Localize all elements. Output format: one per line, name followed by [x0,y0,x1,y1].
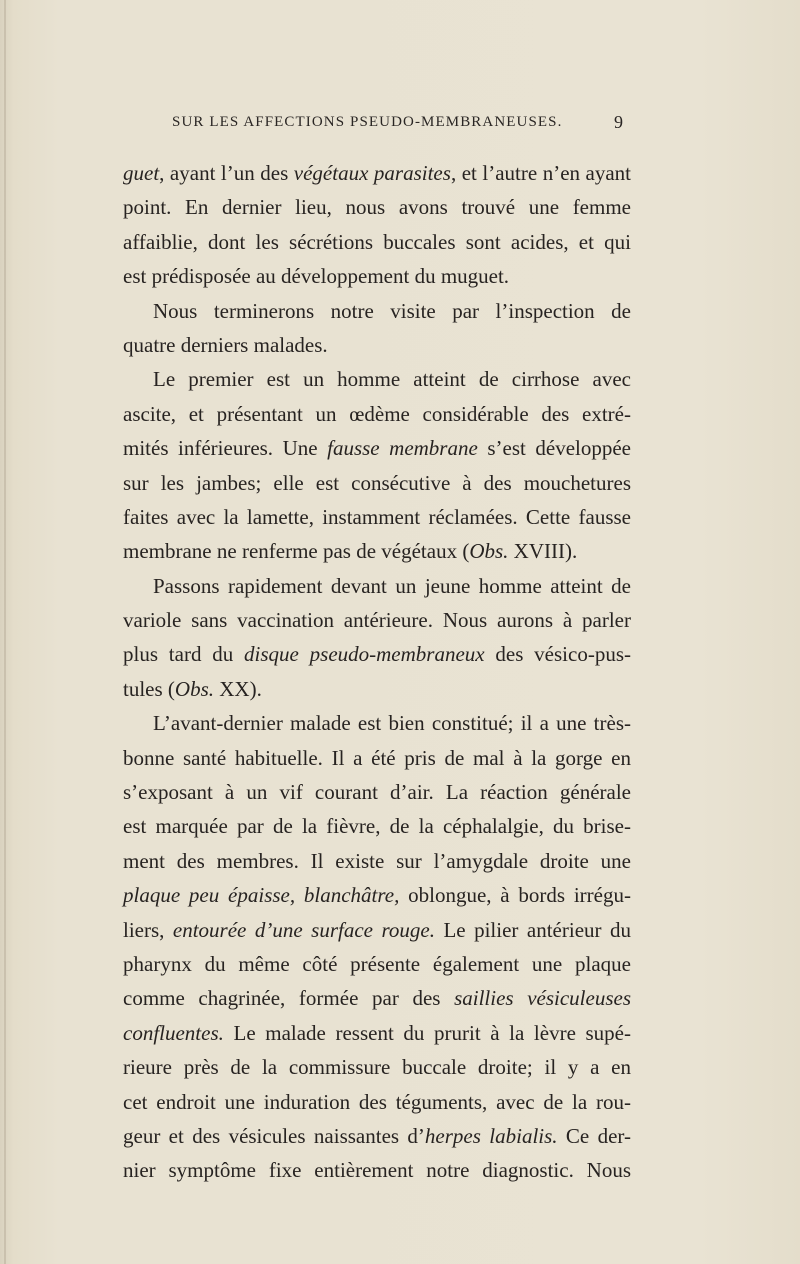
text-span: s’exposant à un vif courant d’air. La réaction générale [123,780,631,805]
text-span: Le pilier antérieur du [434,917,631,942]
text-span: , ayant l’un des [159,161,294,185]
text-line [123,775,631,809]
italic-text: herpes labialis. [424,1123,558,1148]
text-line [123,947,631,981]
text-span: plus tard du [123,642,245,667]
text-line [123,809,631,843]
text-span: bonne santé habituelle. Il a été pris de mal à la gorge en [123,745,631,770]
text-line [123,362,631,396]
italic-text: plaque peu épaisse, blanchâtre, [123,883,400,908]
italic-text: guet [123,161,160,185]
text-line [123,637,631,671]
text-line [123,741,631,775]
text-line [123,294,631,328]
text-line [123,1153,631,1187]
text-span: oblongue, à bords irrégu- [399,883,631,908]
text-span: variole sans vaccination antérieure. Nous aurons à parler [123,608,631,633]
text-span: quatre derniers malades. [123,332,328,357]
text-span: faites avec la lamette, instamment réclamées. Cette fausse [123,504,631,529]
text-line [123,156,631,190]
text-line [123,878,631,912]
text-span: tules ( [123,676,175,701]
italic-text: fausse membrane [327,436,478,461]
text-line [123,534,631,568]
text-span: est marquée par de la fièvre, de la céphalalgie, du brise- [123,814,631,839]
body-text [123,156,631,1188]
text-span: membrane ne renferme pas de végétaux ( [123,539,470,564]
text-span: point. En dernier lieu, nous avons trouvé une femme [123,195,631,220]
text-span: des vésico-pus- [484,642,631,667]
text-span: cet endroit une induration des téguments, avec de la rou- [123,1089,631,1114]
italic-text: Obs. [174,676,214,701]
text-span: mités inférieures. Une [123,436,328,461]
text-line [123,672,631,706]
text-span: Nous terminerons notre visite par l’inspection de [153,298,631,323]
text-span: sur les jambes; elle est consécutive à des mouchetures [123,470,631,495]
text-line [123,431,631,465]
text-line [123,259,631,293]
text-line [123,1085,631,1119]
text-span: affaiblie, dont les sécrétions buccales sont acides, et qui [123,229,631,254]
text-span: ascite, et présentant un œdème considérable des extré- [123,401,631,426]
text-line [123,466,631,500]
italic-text: entourée d’une surface rouge. [172,917,435,942]
text-span: Passons rapidement devant un jeune homme atteint de [153,573,631,598]
running-title: SUR LES AFFECTIONS PSEUDO-MEMBRANEUSES. [172,114,563,130]
text-span: Le malade ressent du prurit à la lèvre supé- [223,1020,631,1045]
italic-text: disque pseudo-membraneux [244,642,485,667]
text-line [123,500,631,534]
text-line [123,397,631,431]
italic-text: confluentes. [123,1020,224,1045]
page-number: 9 [614,112,623,132]
text-line [123,190,631,224]
text-line [123,225,631,259]
text-span: pharynx du même côté présente également une plaque [123,951,631,976]
text-span: XX). [214,676,262,701]
text-span: XVIII). [508,539,578,564]
text-span: est prédisposée au développement du muguet. [123,264,510,289]
text-line [123,981,631,1015]
text-line [123,569,631,603]
text-line [123,1016,631,1050]
text-span: ment des membres. Il existe sur l’amygdale droite une [123,848,631,873]
text-span: Ce der- [557,1123,631,1148]
text-line [123,328,631,362]
text-line [123,706,631,740]
text-span: , et l’autre n’en ayant [450,161,632,185]
text-line [123,1119,631,1153]
text-line [123,1050,631,1084]
italic-text: végétaux parasites [293,161,451,185]
text-span: comme chagrinée, formée par des [123,986,455,1011]
text-line [123,913,631,947]
text-span: rieure près de la commissure buccale droite; il y a en [123,1055,631,1080]
text-span: nier symptôme fixe entièrement notre diagnostic. Nous [123,1158,631,1183]
text-span: geur et des vésicules naissantes d’ [123,1123,425,1148]
text-span: L’avant-dernier malade est bien constitué; il a une très- [153,711,631,736]
text-span: liers, [123,917,173,942]
text-span: Le premier est un homme atteint de cirrhose avec [153,367,631,392]
page-edge-shadow [4,0,6,1264]
italic-text: Obs. [469,539,509,564]
text-line [123,603,631,637]
italic-text: saillies vésiculeuses [454,986,631,1011]
text-span: s’est développée [477,436,631,461]
text-line [123,844,631,878]
